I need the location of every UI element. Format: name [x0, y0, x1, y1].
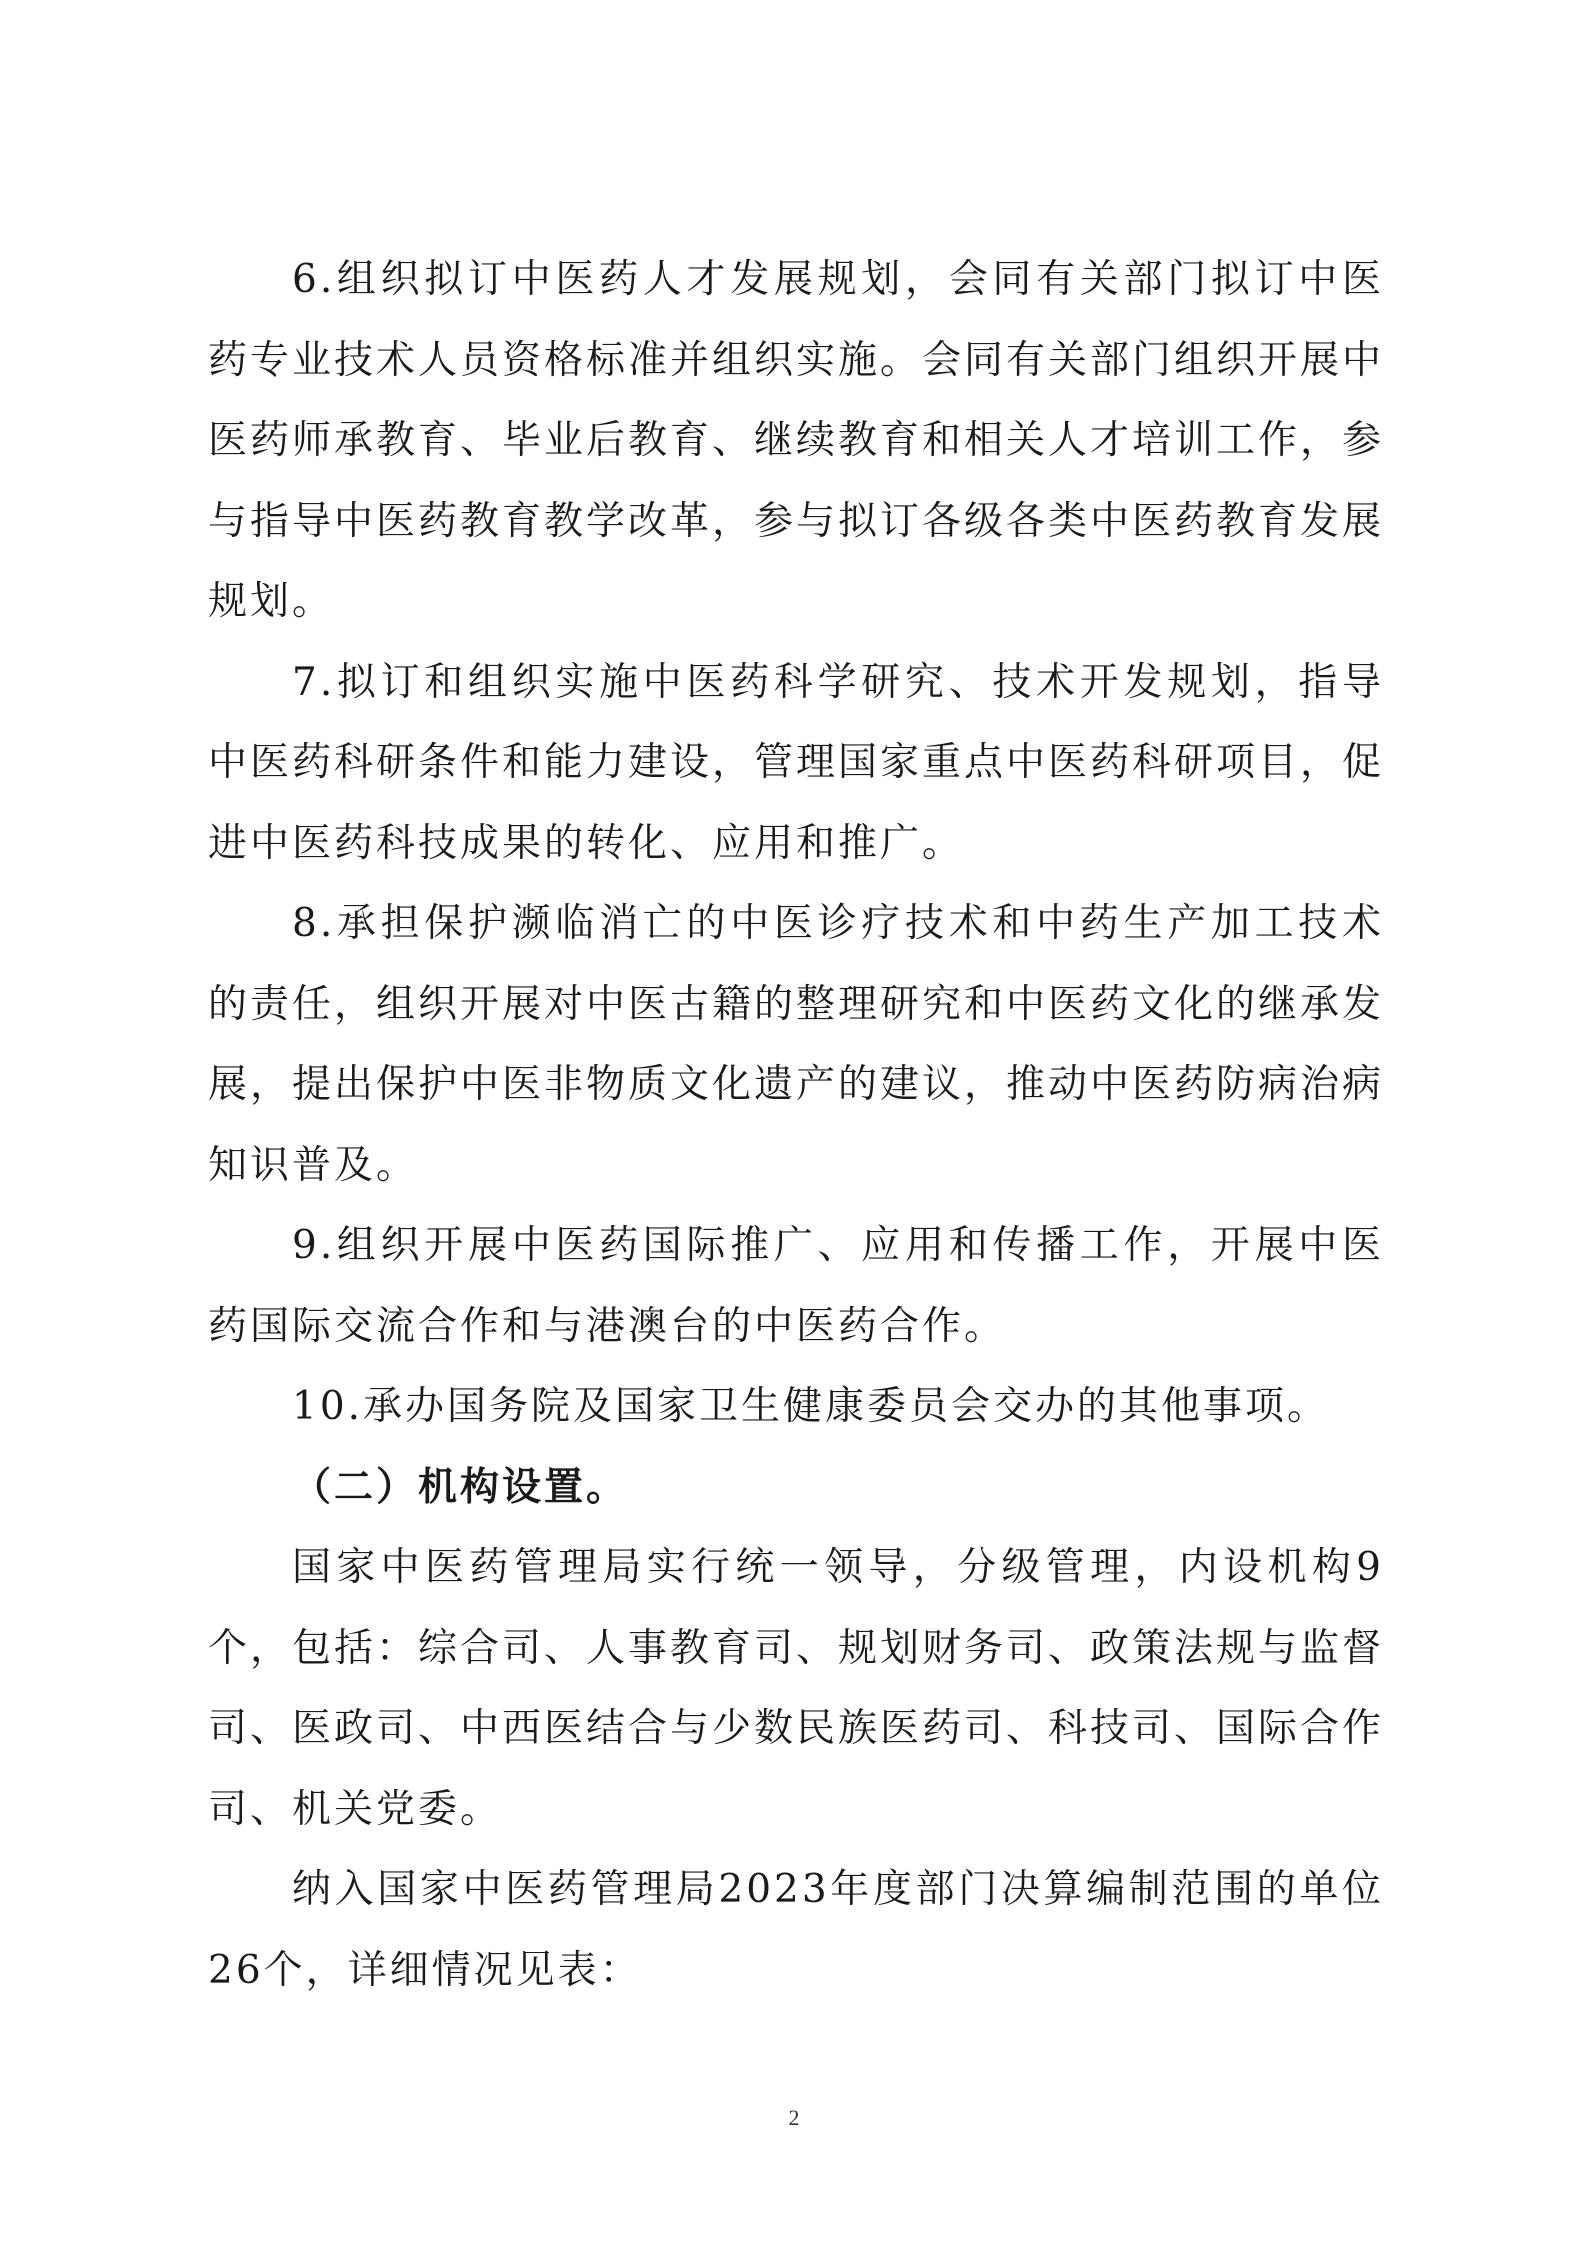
paragraph-item-10: 10.承办国务院及国家卫生健康委员会交办的其他事项。 — [292, 1384, 1330, 1429]
paragraph-budget-units: 纳入国家中医药管理局2023年度部门决算编制范围的单位26个，详细情况见表： — [208, 1867, 1384, 1993]
paragraph-item-8: 8.承担保护濒临消亡的中医诊疗技术和中药生产加工技术的责任，组织开展对中医古籍的整理研究和中医药文化的继承发展，提出保护中医非物质文化遗产的建议，推动中医药防病治病知识普及。 — [208, 901, 1385, 1188]
paragraph-item-6: 6.组织拟订中医药人才发展规划，会同有关部门拟订中医药专业技术人员资格标准并组织实施。会同有关部门组织开展中医药师承教育、毕业后教育、继续教育和相关人才培训工作，参与指导中医药教育教学改革，参与拟订各级各类中医药教育发展规划。 — [208, 257, 1385, 624]
paragraph-item-7: 7.拟订和组织实施中医药科学研究、技术开发规划，指导中医药科研条件和能力建设，管理国家重点中医药科研项目，促进中医药科技成果的转化、应用和推广。 — [208, 659, 1385, 866]
paragraph-item-9: 9.组织开展中医药国际推广、应用和传播工作，开展中医药国际交流合作和与港澳台的中医药合作。 — [208, 1223, 1384, 1349]
section-heading: （二）机构设置。 — [292, 1464, 629, 1510]
document-body — [208, 240, 1384, 2011]
paragraph-internal-departments: 国家中医药管理局实行统一领导，分级管理，内设机构9个，包括：综合司、人事教育司、规划财务司、政策法规与监督司、医政司、中西医结合与少数民族医药司、科技司、国际合作司、机关党委。 — [208, 1545, 1385, 1832]
page-number: 2 — [788, 2105, 800, 2130]
